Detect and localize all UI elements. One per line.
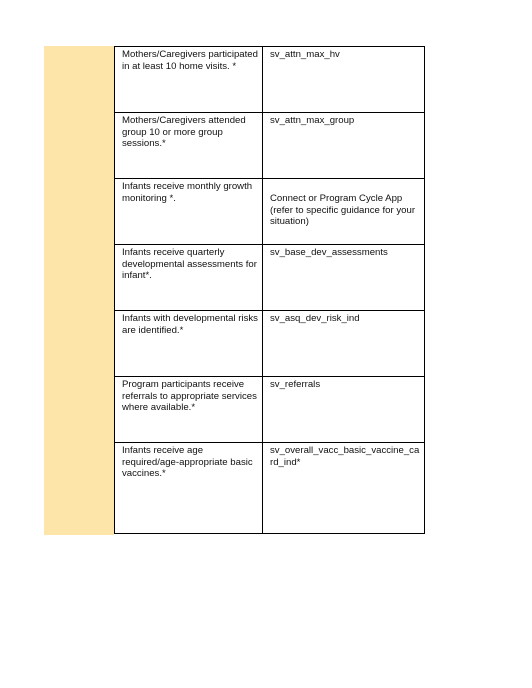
indicator-cell: Infants with developmental risks are identified.* [115, 311, 263, 377]
table-row [115, 311, 425, 377]
data-source-cell: sv_overall_vacc_basic_vaccine_card_ind* [263, 443, 425, 534]
indicator-cell: Program participants receive referrals to appropriate services where available.* [115, 377, 263, 443]
data-source-cell: sv_attn_max_group [263, 113, 425, 179]
side-color-band [44, 46, 114, 535]
data-source-cell [263, 179, 425, 245]
table-row [115, 179, 425, 245]
cell-spacer [270, 181, 420, 193]
data-source-cell: sv_referrals [263, 377, 425, 443]
indicator-cell: Mothers/Caregivers attended group 10 or more group sessions.* [115, 113, 263, 179]
table-row [115, 113, 425, 179]
data-source-cell: sv_asq_dev_risk_ind [263, 311, 425, 377]
table-row [115, 47, 425, 113]
table-row [115, 443, 425, 534]
indicator-cell: Infants receive monthly growth monitoring *. [115, 179, 263, 245]
indicator-table [114, 46, 425, 534]
indicator-cell: Infants receive quarterly developmental assessments for infant*. [115, 245, 263, 311]
indicator-cell: Infants receive age required/age-appropriate basic vaccines.* [115, 443, 263, 534]
table-row [115, 245, 425, 311]
data-source-cell: sv_base_dev_assessments [263, 245, 425, 311]
indicator-cell: Mothers/Caregivers participated in at least 10 home visits. * [115, 47, 263, 113]
table-row [115, 377, 425, 443]
data-source-text: Connect or Program Cycle App (refer to specific guidance for your situation) [270, 193, 416, 228]
data-source-cell: sv_attn_max_hv [263, 47, 425, 113]
